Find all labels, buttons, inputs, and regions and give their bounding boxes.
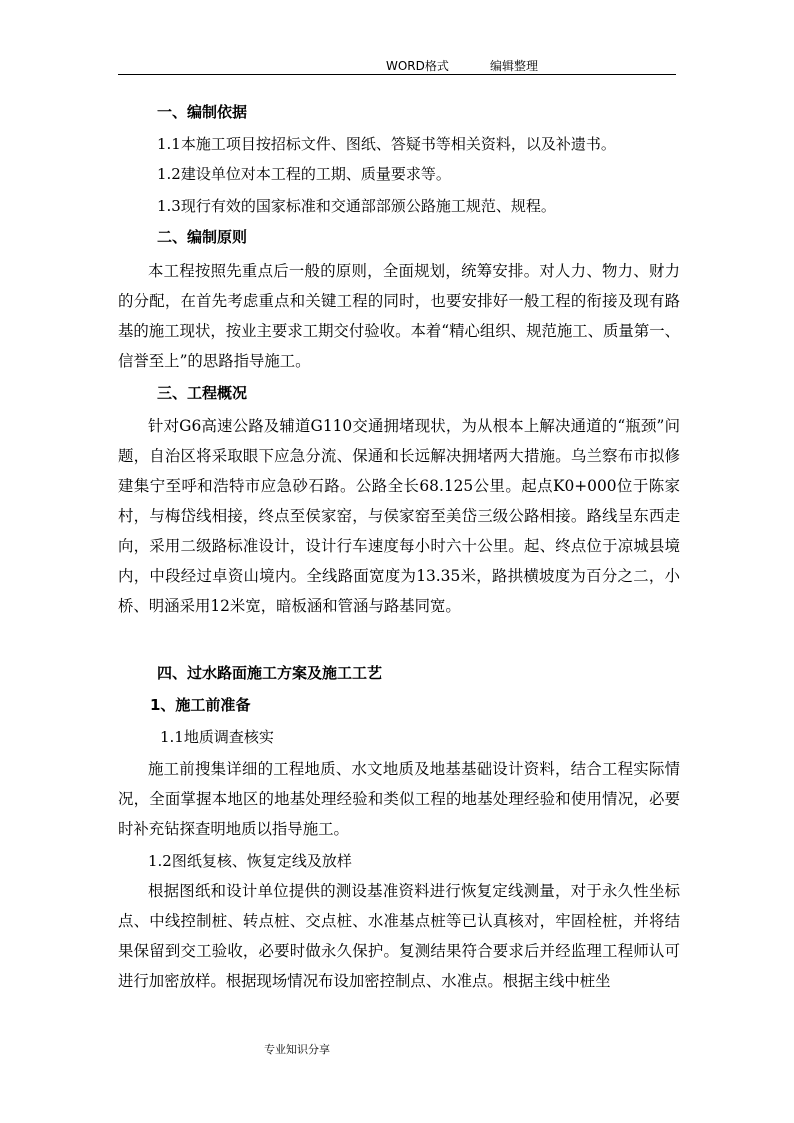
section-3-paragraph: 针对G6高速公路及辅道G110交通拥堵现状，为从根本上解决通道的“瓶颈”问题，自治区将采取眼下应急分流、保通和长远解决拥堵两大措施。乌兰察布市拟修建集宁至呼和浩特市应急砂石路。公路全长68.125公里。起点K0+000位于陈家村，与梅岱线相接，终点至侯家窑，与侯家窑至美岱三级公路相接。路线呈东西走向，采用二级路标准设计，设计行车速度每小时六十公里。起、终点位于凉城县境内，中段经过卓资山境内。全线路面宽度为13.35米，路拱横坡度为百分之二，小桥、明涵采用12米宽，暗板涵和管涵与路基同宽。 — [118, 417, 680, 615]
subsection-1-heading: 1、施工前准备 — [150, 696, 251, 714]
subsection-1-1-paragraph: 施工前搜集详细的工程地质、水文地质及地基基础设计资料，结合工程实际情况，全面掌握本地区的地基处理经验和类似工程的地基处理经验和使用情况，必要时补充钻探查明地质以指导施工。 — [118, 760, 680, 838]
subsection-1-1-heading: 1.1地质调查核实 — [160, 728, 274, 746]
section-3-heading: 三、工程概况 — [157, 384, 248, 402]
section-1-item-1: 1.1本施工项目按招标文件、图纸、答疑书等相关资料，以及补遗书。 — [157, 135, 616, 153]
section-4-heading: 四、过水路面施工方案及施工工艺 — [157, 664, 383, 682]
section-2-paragraph: 本工程按照先重点后一般的原则，全面规划，统筹安排。对人力、物力、财力的分配，在首先考虑重点和关键工程的同时，也要安排好一般工程的衔接及现有路基的施工现状，按业主要求工期交付验收。本着“精心组织、规范施工、质量第一、信誉至上”的思路指导施工。 — [118, 262, 680, 370]
header-format-label: WORD格式 — [386, 59, 449, 73]
subsection-1-2-heading: 1.2图纸复核、恢复定线及放样 — [148, 852, 352, 870]
section-2-heading: 二、编制原则 — [157, 228, 248, 246]
page-header — [118, 56, 676, 75]
subsection-1-2-paragraph: 根据图纸和设计单位提供的测设基准资料进行恢复定线测量，对于永久性坐标点、中线控制桩、转点桩、交点桩、水准基点桩等已认真核对，牢固栓桩，并将结果保留到交工验收，必要时做永久保护。复测结果符合要求后并经监理工程师认可进行加密放样。根据现场情况布设加密控制点、水准点。根据主线中桩坐 — [118, 882, 680, 990]
header-edit-label: 编辑整理 — [490, 59, 539, 73]
section-1-heading: 一、编制依据 — [157, 103, 248, 121]
page-footer: 专业知识分享 — [264, 1043, 330, 1056]
section-1-item-3: 1.3现行有效的国家标准和交通部部颁公路施工规范、规程。 — [157, 197, 556, 215]
section-1-item-2: 1.2建设单位对本工程的工期、质量要求等。 — [157, 165, 451, 183]
